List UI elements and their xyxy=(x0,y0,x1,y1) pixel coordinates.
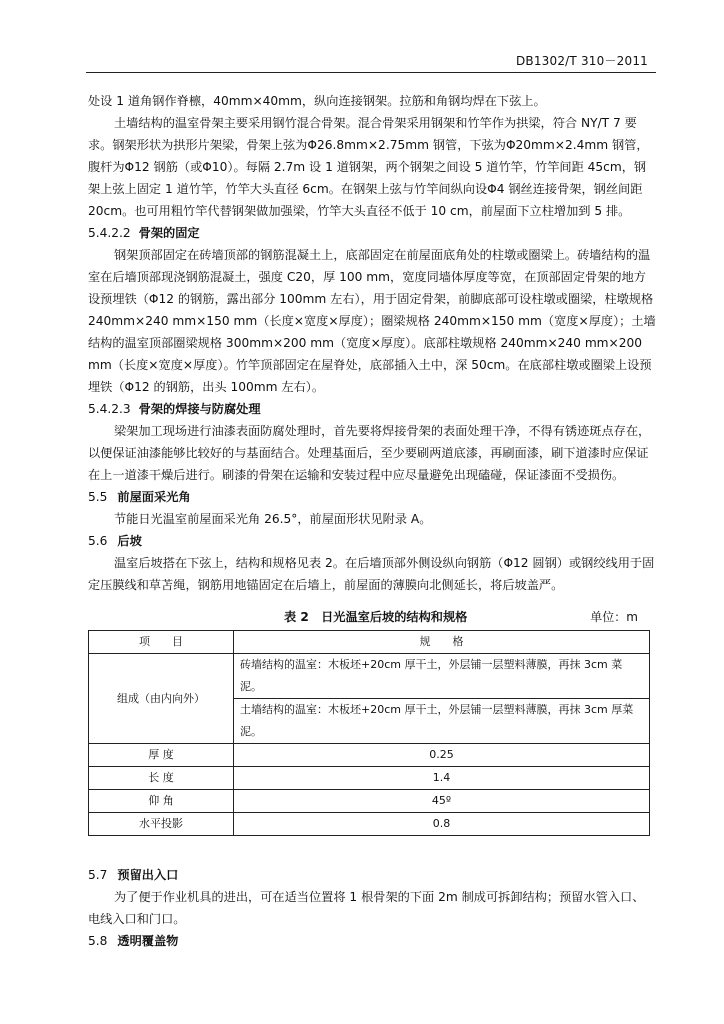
heading-title: 前屋面采光角 xyxy=(117,490,191,504)
paragraph-welding-anticorrosion: 梁架加工现场进行油漆表面防腐处理时，首先要将焊接骨架的表面处理干净，不得有锈迹斑点存在，以便保证油漆能够比较好的与基面结合。处理基面后，至少要刷两道底漆，再刷面漆，刷下道漆时应保证在上一道漆干燥后进行。刷漆的骨架在运输和安装过程中应尽量避免出现磕碰，保证漆面不受损伤。 xyxy=(88,424,651,482)
heading-title: 透明覆盖物 xyxy=(117,934,179,948)
paragraph-frame-fixing: 钢架顶部固定在砖墙顶部的钢筋混凝土上，底部固定在前屋面底角处的柱墩或圈梁上。砖墙结构的温室在后墙顶部现浇钢筋混凝土，强度 C20，厚 100 mm，宽度同墙体厚度等宽，在顶部固定骨架的地方设预埋铁（Φ12 的钢筋，露出部分 100mm 左右），用于固定骨架，前脚底部可设柱墩或圈梁，柱墩规格 240mm×240 mm×150 mm（长度×宽度×厚度）；圈梁规格 240mm×150 mm（宽度×厚度）；土墙结构的温室顶部圈梁规格 300mm×200 mm（宽度×厚度）。底部柱墩规格 240mm×240 mm×200 mm（长度×宽度×厚度）。竹竿顶部固定在屋脊处，底部插入土中，深 50cm。在底部柱墩或圈梁上设预埋铁（Φ12 的钢筋，出头 100mm 左右）。 xyxy=(88,248,656,394)
paragraph-ridge-purlin: 处设 1 道角钢作脊檩，40mm×40mm，纵向连接钢架。拉筋和角钢均焊在下弦上。 xyxy=(88,94,546,108)
paragraph-lighting-angle: 节能日光温室前屋面采光角 26.5°，前屋面形状见附录 A。 xyxy=(114,512,432,526)
table-row xyxy=(89,744,650,767)
rear-slope-spec-table xyxy=(88,630,650,836)
paragraph-rear-slope: 温室后坡搭在下弦上，结构和规格见表 2。在后墙顶部外侧设纵向钢筋（Φ12 圆钢）或钢绞线用于固定压膜线和草苫绳，钢筋用地锚固定在后墙上，前屋面的薄膜向北侧延长，将后坡盖严。 xyxy=(88,556,655,592)
table-cell-label: 水平投影 xyxy=(89,813,234,836)
table-row xyxy=(89,813,650,836)
heading-number: 5.6 xyxy=(88,534,108,548)
table-caption-row xyxy=(88,600,656,630)
table-cell-value: 1.4 xyxy=(234,767,650,790)
table-cell-value: 45º xyxy=(234,790,650,813)
heading-number: 5.4.2.3 xyxy=(88,402,131,416)
table-title: 表 2 日光温室后坡的结构和规格 xyxy=(284,610,468,624)
table-cell-value: 0.8 xyxy=(234,813,650,836)
document-body xyxy=(88,90,656,952)
heading-title: 后坡 xyxy=(117,534,142,548)
standard-code: DB1302/T 310－2011 xyxy=(515,54,648,68)
table-row xyxy=(89,654,650,699)
section-after-table xyxy=(88,864,656,952)
heading-number: 5.7 xyxy=(88,868,108,882)
paragraph-entrance: 为了便于作业机具的进出，可在适当位置将 1 根骨架的下面 2m 制成可拆卸结构；预留水管入口、电线入口和门口。 xyxy=(88,890,645,926)
heading-5-4-2-3 xyxy=(88,398,656,420)
heading-title: 预留出入口 xyxy=(117,868,179,882)
heading-5-4-2-2 xyxy=(88,222,656,244)
table-cell-brick-spec: 砖墙结构的温室：木板坯+20cm 厚干土，外层铺一层塑料薄膜，再抹 3cm 菜泥。 xyxy=(234,654,650,699)
table-cell-label: 厚 度 xyxy=(89,744,234,767)
heading-number: 5.5 xyxy=(88,490,108,504)
header-divider xyxy=(86,72,656,73)
table-cell-label: 仰 角 xyxy=(89,790,234,813)
table-header-spec: 规 格 xyxy=(234,631,650,654)
heading-5-6 xyxy=(88,530,656,552)
table-cell-value: 0.25 xyxy=(234,744,650,767)
table-row xyxy=(89,790,650,813)
heading-title: 骨架的固定 xyxy=(138,226,200,240)
table-cell-earth-spec: 土墙结构的温室：木板坯+20cm 厚干土，外层铺一层塑料薄膜，再抹 3cm 厚菜泥。 xyxy=(234,699,650,744)
paragraph-earth-wall-frame: 土墙结构的温室骨架主要采用钢竹混合骨架。混合骨架采用钢架和竹竿作为拱梁，符合 NY/T 7 要求。钢架形状为拱形片架梁，骨架上弦为Φ26.8mm×2.75mm 钢管，下弦为Φ20mm×2.4mm 钢管，腹杆为Φ12 钢筋（或Φ10）。每隔 2.7m 设 1 道钢架，两个钢架之间设 5 道竹竿，竹竿间距 45cm，钢架上弦上固定 1 道竹竿，竹竿大头直径 6cm。在钢架上弦与竹竿间纵向设Φ4 钢丝连接骨架，钢丝间距 20cm。也可用粗竹竿代替钢架做加强梁，竹竿大头直径不低于 10 cm，前屋面下立柱增加到 5 排。 xyxy=(88,116,649,218)
heading-5-5 xyxy=(88,486,656,508)
heading-5-7 xyxy=(88,864,656,886)
heading-5-8 xyxy=(88,930,656,952)
heading-number: 5.4.2.2 xyxy=(88,226,131,240)
table-header-row xyxy=(89,631,650,654)
table-unit: 单位：m xyxy=(590,610,638,624)
heading-title: 骨架的焊接与防腐处理 xyxy=(138,402,261,416)
table-header-item: 项 目 xyxy=(89,631,234,654)
table-cell-label: 长 度 xyxy=(89,767,234,790)
heading-number: 5.8 xyxy=(88,934,108,948)
table-cell-composition-label: 组成（由内向外） xyxy=(89,654,234,744)
table-row xyxy=(89,767,650,790)
